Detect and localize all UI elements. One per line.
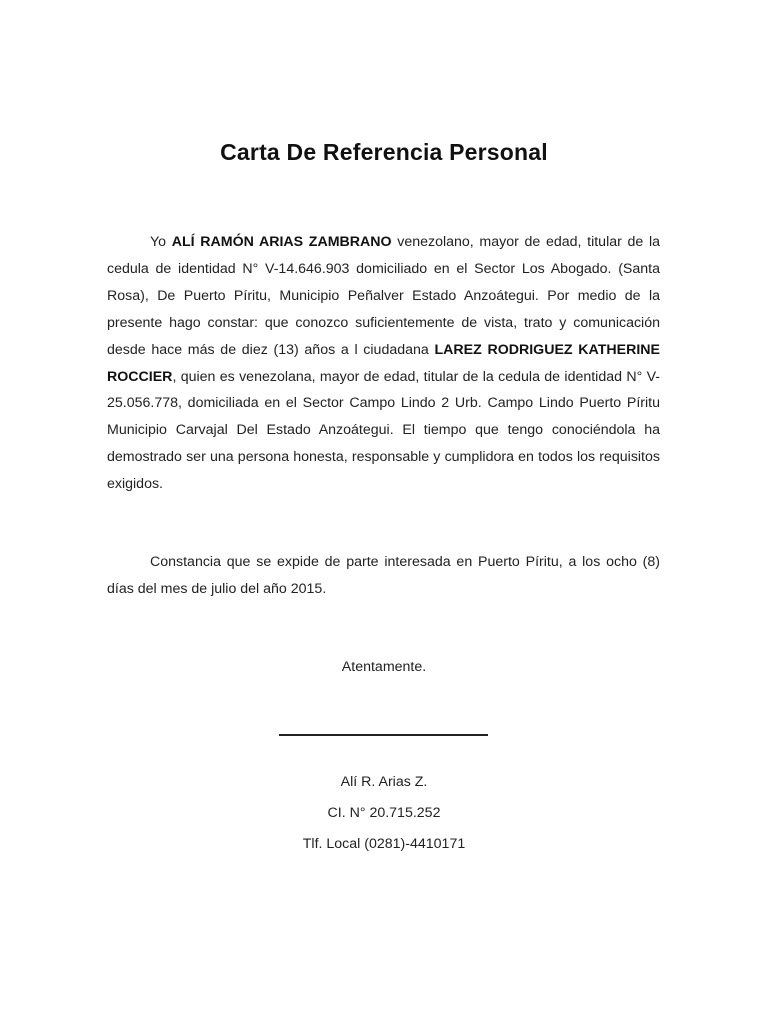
document-title: Carta De Referencia Personal	[220, 139, 548, 165]
signature-name: Alí R. Arias Z.	[340, 774, 428, 790]
constancia-paragraph: Constancia que se expide de parte interesada en Puerto Píritu, a los ocho (8) días del mes de julio del año 2015.	[107, 554, 660, 597]
referee-name: LAREZ RODRIGUEZ KATHERINE ROCCIER	[107, 341, 660, 385]
paragraph-intro: Yo	[150, 234, 172, 250]
referrer-name: ALÍ RAMÓN ARIAS ZAMBRANO	[171, 234, 392, 250]
paragraph-text-b: , quien es venezolana, mayor de edad, titular de la cedula de identidad N° V-25.056.778, domiciliada en el Sector Campo Lindo 2 Urb. Campo Lindo Puerto Píritu Municipio Carvajal Del Estado Anzoátegui. El tiempo que tengo conociéndola ha demostrado ser una persona honesta, responsable y cumplidora en todos los requisitos exigidos.	[107, 368, 660, 493]
reference-paragraph	[107, 229, 660, 498]
paragraph-text-a: venezolano, mayor de edad, titular de la cedula de identidad N° V-14.646.903 domiciliado en el Sector Los Abogado. (Santa Rosa), De Puerto Píritu, Municipio Peñalver Estado Anzoátegui. Por medio de la presente hago constar: que conozco suficientemente de vista, trato y comunicación desde hace más de diez (13) años a l ciudadana	[107, 234, 660, 358]
signature-line	[279, 734, 488, 736]
signature-phone: Tlf. Local (0281)-4410171	[302, 836, 466, 852]
signature-id-number: CI. N° 20.715.252	[327, 805, 441, 821]
closing-text: Atentamente.	[341, 659, 427, 675]
